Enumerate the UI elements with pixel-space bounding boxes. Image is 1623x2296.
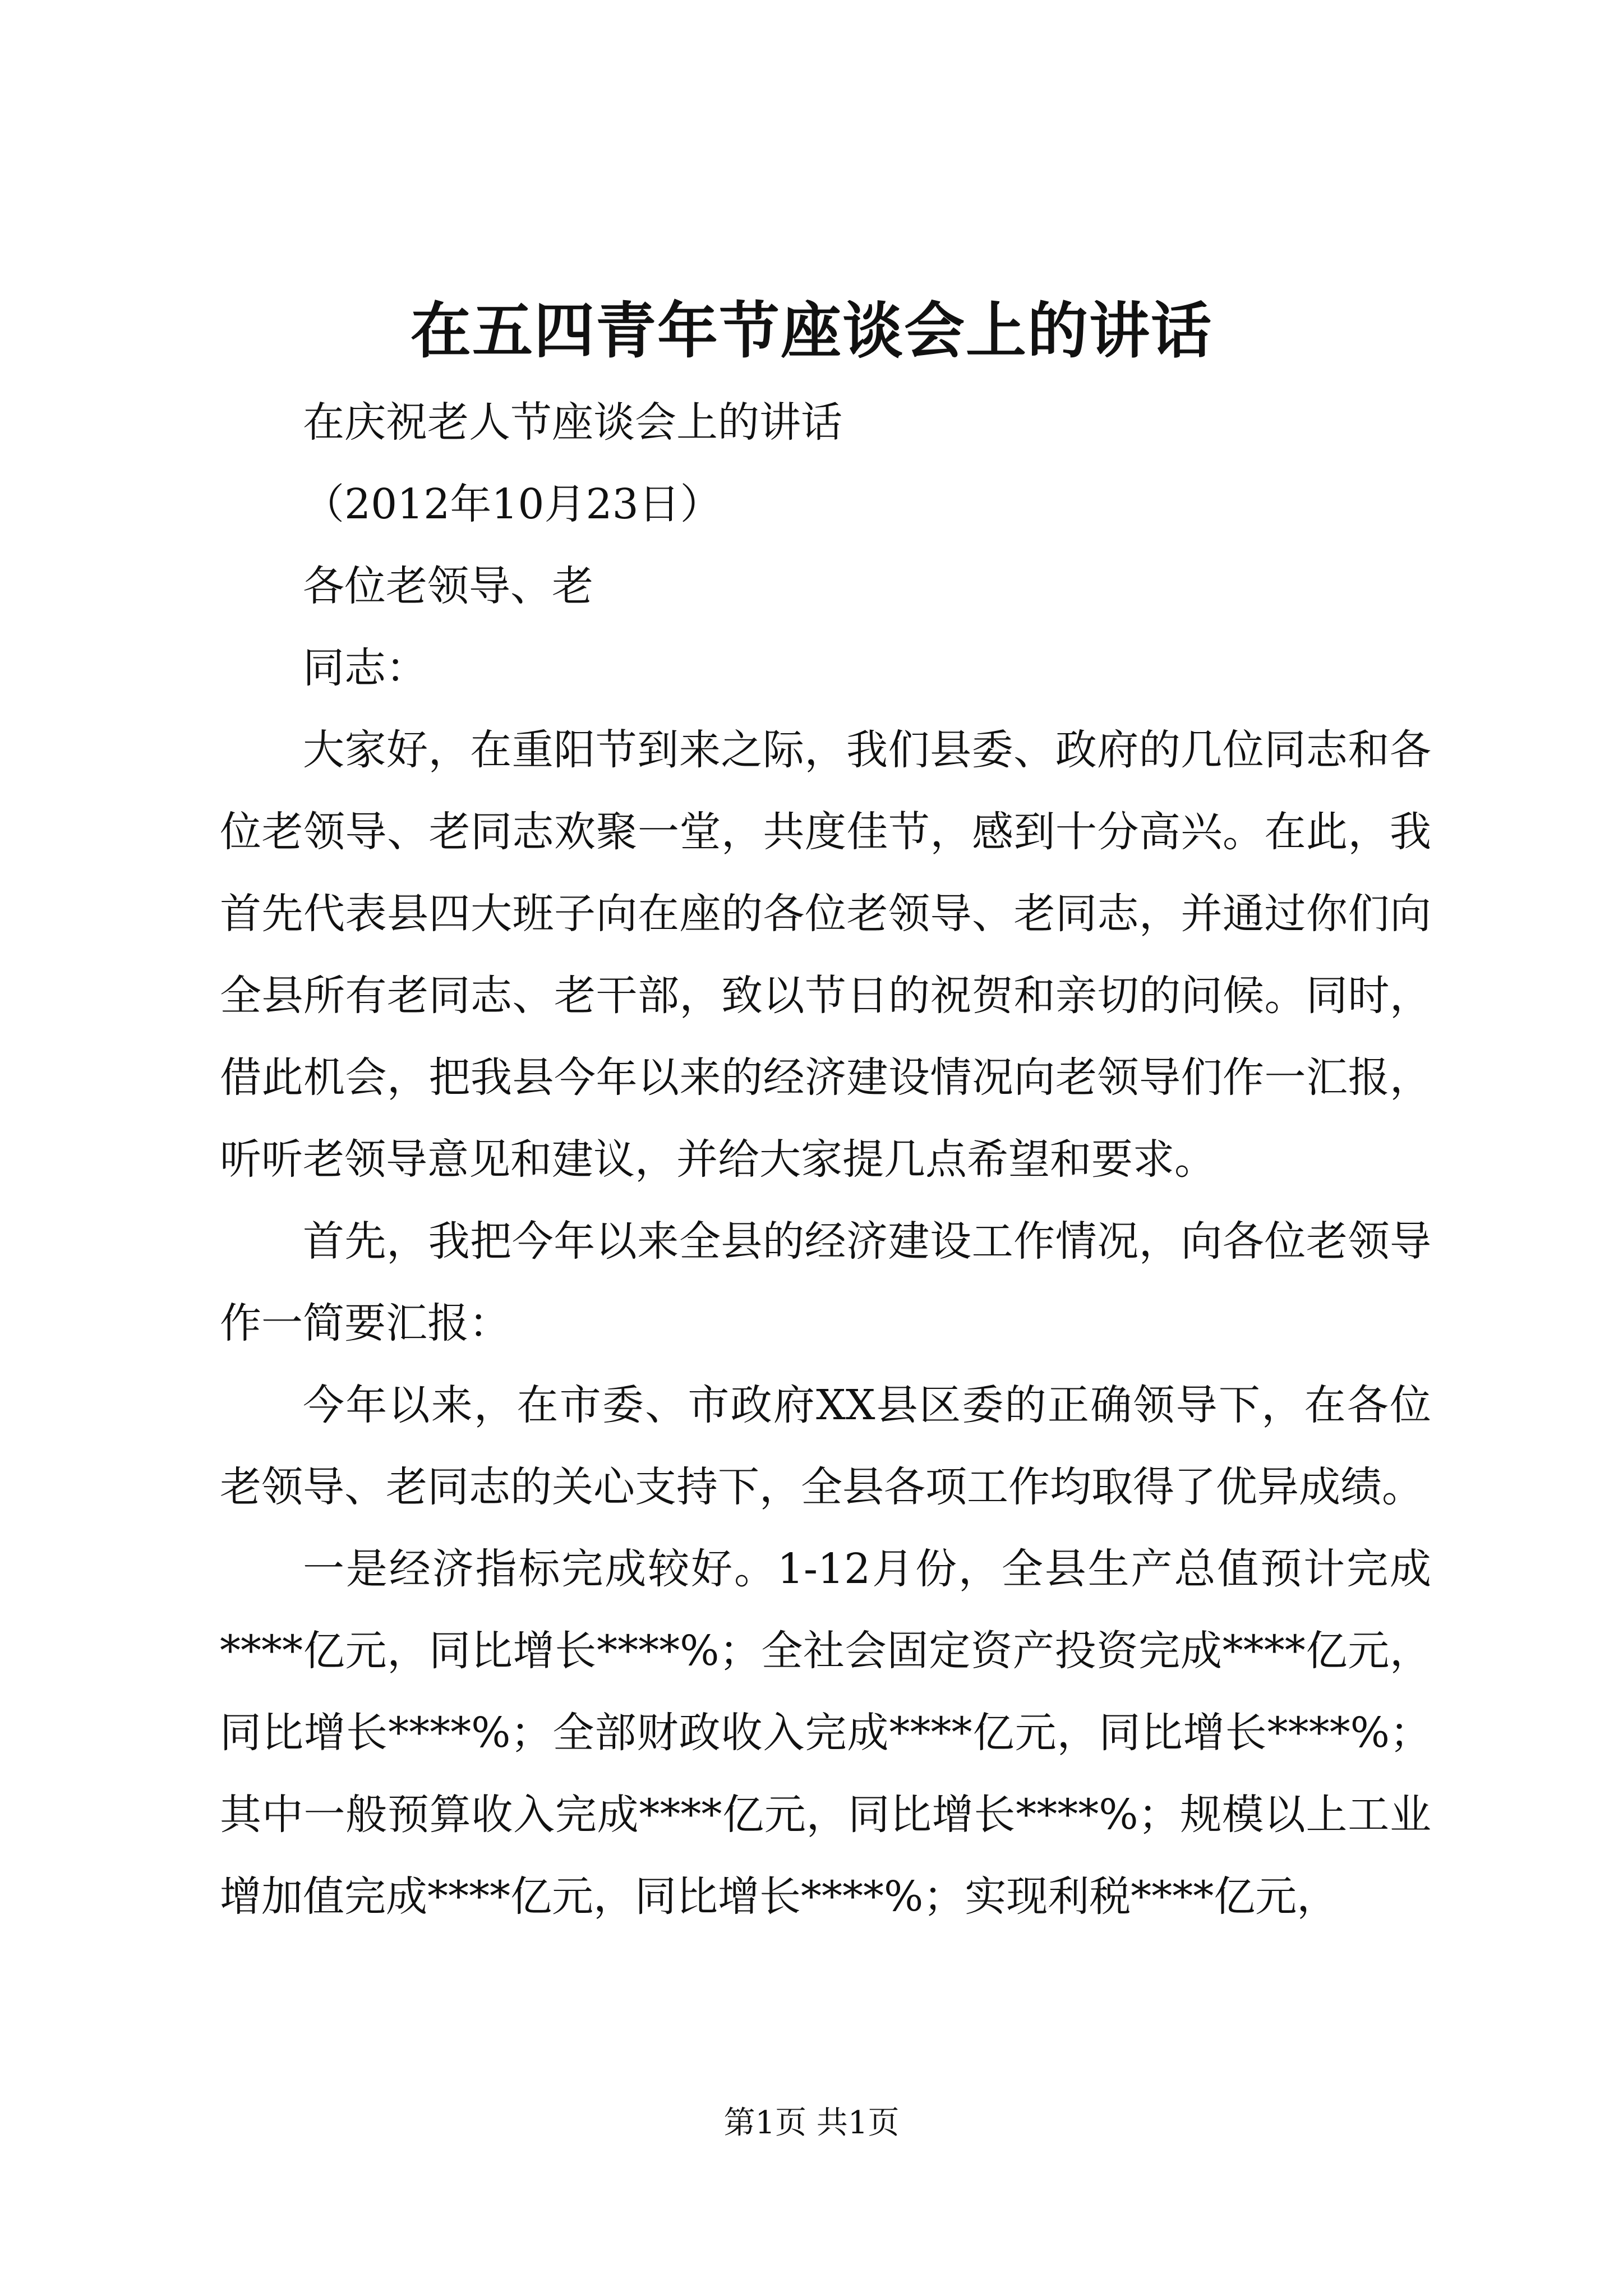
- paragraph-greeting: 大家好，在重阳节到来之际，我们县委、政府的几位同志和各位老领导、老同志欢聚一堂，共度佳节，感到十分高兴。在此，我首先代表县四大班子向在座的各位老领导、老同志，并通过你们向全县所有老同志、老干部，致以节日的祝贺和亲切的问候。同时，借此机会，把我县今年以来的经济建设情况向老领导们作一汇报，听听老领导意见和建议，并给大家提几点希望和要求。: [220, 726, 1431, 1184]
- document-body: [220, 381, 1431, 1938]
- paragraph-economic-indicators: 一是经济指标完成较好。1-12月份，全县生产总值预计完成****亿元，同比增长****%；全社会固定资产投资完成****亿元，同比增长****%；全部财政收入完成****亿元，同比增长****%；其中一般预算收入完成****亿元，同比增长****%；规模以上工业增加值完成****亿元，同比增长****%；实现利税****亿元，: [220, 1545, 1431, 1921]
- paragraph-report-intro: 首先，我把今年以来全县的经济建设工作情况，向各位老领导作一简要汇报：: [220, 1217, 1431, 1347]
- paragraph-date: （2012年10月23日）: [303, 480, 722, 528]
- paragraph-achievements: 今年以来，在市委、市政府XX县区委的正确领导下，在各位老领导、老同志的关心支持下，全县各项工作均取得了优异成绩。: [220, 1381, 1431, 1511]
- paragraph-salutation: 各位老领导、老: [303, 562, 593, 610]
- paragraph-salutation-end: 同志：: [303, 644, 427, 692]
- document-title: 在五四青年节座谈会上的讲话: [410, 296, 1212, 366]
- page-footer: 第1页 共1页: [723, 2105, 900, 2141]
- paragraph-subtitle: 在庆祝老人节座谈会上的讲话: [303, 398, 842, 447]
